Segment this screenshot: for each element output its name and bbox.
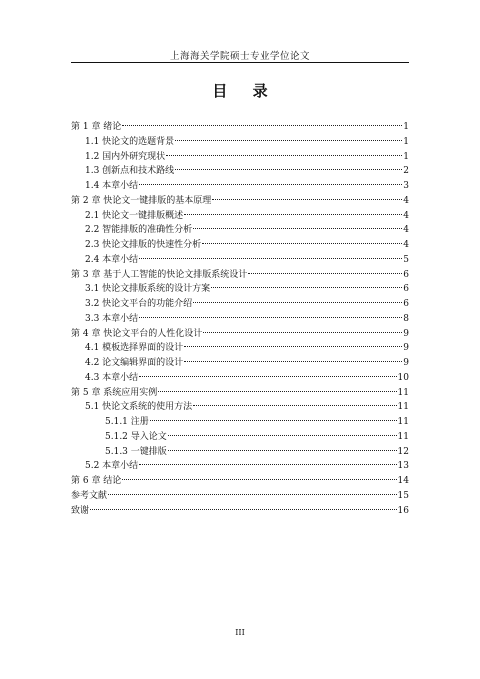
dot-leader xyxy=(184,214,402,215)
toc-entry-page: 10 xyxy=(397,372,409,383)
toc-chapter-entry[interactable] xyxy=(71,504,409,519)
dot-leader xyxy=(212,199,402,200)
toc-section-entry[interactable] xyxy=(71,150,409,165)
dot-leader xyxy=(193,302,402,303)
toc-entry-page: 1 xyxy=(403,122,409,132)
toc-entry-title: 1.2 国内外研究现状 xyxy=(85,151,166,162)
toc-entry-title: 4.3 本章小结 xyxy=(85,372,139,383)
dot-leader xyxy=(150,420,397,421)
toc-chapter-entry[interactable] xyxy=(71,268,409,283)
toc-entry-title: 5.1.2 导入论文 xyxy=(105,431,167,442)
dot-leader xyxy=(139,464,396,465)
dot-leader xyxy=(168,450,397,451)
toc-section-entry[interactable] xyxy=(71,238,409,253)
dot-leader xyxy=(202,243,402,244)
toc-entry-title: 3.3 本章小结 xyxy=(85,313,139,324)
toc-entry-title: 4.2 论文编辑界面的设计 xyxy=(85,358,184,368)
toc-entry-title: 第 6 章 结论 xyxy=(71,476,122,486)
dot-leader xyxy=(139,184,402,185)
dot-leader xyxy=(139,376,396,377)
toc-section-entry[interactable] xyxy=(71,356,409,371)
toc-section-entry[interactable] xyxy=(71,400,409,415)
toc-entry-title: 1.4 本章小结 xyxy=(85,181,139,191)
toc-entry-title: 2.1 快论文一键排版概述 xyxy=(85,210,184,221)
toc-section-entry[interactable] xyxy=(71,223,409,238)
toc-entry-title: 5.2 本章小结 xyxy=(85,461,139,472)
dot-leader xyxy=(122,125,402,126)
toc-entry-page: 16 xyxy=(397,505,409,516)
toc-chapter-entry[interactable] xyxy=(71,327,409,342)
toc-section-entry[interactable] xyxy=(71,371,409,386)
dot-leader xyxy=(139,317,402,318)
toc-chapter-entry[interactable] xyxy=(71,120,409,135)
table-of-contents xyxy=(71,120,409,518)
toc-entry-page: 9 xyxy=(403,343,409,354)
toc-entry-title: 第 5 章 系统应用实例 xyxy=(71,387,158,398)
dot-leader xyxy=(166,155,402,156)
dot-leader xyxy=(108,494,397,495)
dot-leader xyxy=(184,346,402,347)
dot-leader xyxy=(248,273,402,274)
dot-leader xyxy=(184,361,402,362)
toc-section-entry[interactable] xyxy=(71,415,409,430)
toc-entry-page: 11 xyxy=(397,402,409,413)
toc-entry-title: 致谢 xyxy=(71,505,90,516)
toc-entry-title: 第 1 章 绪论 xyxy=(71,122,122,132)
toc-entry-title: 第 2 章 快论文一键排版的基本原理 xyxy=(71,195,212,206)
header-rule xyxy=(71,62,409,63)
page-number: III xyxy=(235,628,245,637)
toc-entry-title: 5.1.3 一键排版 xyxy=(105,446,167,457)
toc-entry-page: 4 xyxy=(403,210,409,221)
toc-entry-page: 1 xyxy=(403,151,409,162)
toc-entry-title: 1.3 创新点和技术路线 xyxy=(85,166,175,177)
dot-leader xyxy=(90,509,397,510)
toc-entry-page: 8 xyxy=(403,313,409,324)
toc-chapter-entry[interactable] xyxy=(71,194,409,209)
toc-entry-page: 6 xyxy=(403,299,409,309)
toc-entry-page: 6 xyxy=(403,284,409,295)
toc-entry-page: 6 xyxy=(403,269,409,280)
toc-entry-title: 3.2 快论文平台的功能介绍 xyxy=(85,299,193,309)
toc-entry-page: 13 xyxy=(397,461,409,472)
toc-entry-page: 9 xyxy=(403,328,409,339)
toc-entry-page: 5 xyxy=(403,254,409,265)
toc-entry-title: 3.1 快论文排版系统的设计方案 xyxy=(85,284,211,295)
dot-leader xyxy=(211,287,402,288)
dot-leader xyxy=(168,435,397,436)
toc-section-entry[interactable] xyxy=(71,209,409,224)
toc-entry-title: 1.1 快论文的选题背景 xyxy=(85,136,175,147)
toc-section-entry[interactable] xyxy=(71,459,409,474)
dot-leader xyxy=(175,169,402,170)
running-header: 上海海关学院硕士专业学位论文 xyxy=(169,51,310,62)
toc-section-entry[interactable] xyxy=(71,179,409,194)
toc-entry-page: 11 xyxy=(397,417,409,427)
toc-section-entry[interactable] xyxy=(71,430,409,445)
toc-entry-page: 4 xyxy=(403,225,409,236)
toc-entry-page: 4 xyxy=(403,195,409,206)
toc-entry-title: 5.1.1 注册 xyxy=(105,417,149,427)
toc-entry-page: 11 xyxy=(397,387,409,398)
toc-entry-page: 2 xyxy=(403,166,409,177)
toc-entry-page: 1 xyxy=(403,136,409,147)
toc-entry-page: 14 xyxy=(397,476,409,486)
toc-section-entry[interactable] xyxy=(71,445,409,460)
toc-entry-page: 11 xyxy=(397,431,409,442)
toc-entry-page: 9 xyxy=(403,358,409,368)
toc-entry-title: 2.4 本章小结 xyxy=(85,254,139,265)
toc-entry-page: 15 xyxy=(397,490,409,501)
toc-section-entry[interactable] xyxy=(71,341,409,356)
dot-leader xyxy=(193,228,402,229)
toc-chapter-entry[interactable] xyxy=(71,474,409,489)
toc-entry-title: 4.1 模板选择界面的设计 xyxy=(85,343,184,354)
toc-entry-title: 2.3 快论文排版的快速性分析 xyxy=(85,240,202,250)
toc-section-entry[interactable] xyxy=(71,297,409,312)
toc-entry-page: 4 xyxy=(403,240,409,250)
dot-leader xyxy=(193,405,396,406)
toc-entry-title: 第 4 章 快论文平台的人性化设计 xyxy=(71,328,203,339)
toc-section-entry[interactable] xyxy=(71,282,409,297)
toc-section-entry[interactable] xyxy=(71,164,409,179)
dot-leader xyxy=(203,332,402,333)
dot-leader xyxy=(139,258,402,259)
dot-leader xyxy=(158,391,396,392)
toc-entry-title: 2.2 智能排版的准确性分析 xyxy=(85,225,193,236)
toc-section-entry[interactable] xyxy=(71,135,409,150)
toc-title: 目 录 xyxy=(212,82,278,100)
toc-chapter-entry[interactable] xyxy=(71,386,409,401)
dot-leader xyxy=(122,479,396,480)
toc-section-entry[interactable] xyxy=(71,312,409,327)
toc-entry-title: 5.1 快论文系统的使用方法 xyxy=(85,402,193,413)
toc-entry-page: 12 xyxy=(397,446,409,457)
toc-entry-title: 参考文献 xyxy=(71,490,108,501)
toc-entry-page: 3 xyxy=(403,181,409,191)
toc-section-entry[interactable] xyxy=(71,253,409,268)
toc-chapter-entry[interactable] xyxy=(71,489,409,504)
toc-entry-title: 第 3 章 基于人工智能的快论文排版系统设计 xyxy=(71,269,248,280)
dot-leader xyxy=(175,140,402,141)
